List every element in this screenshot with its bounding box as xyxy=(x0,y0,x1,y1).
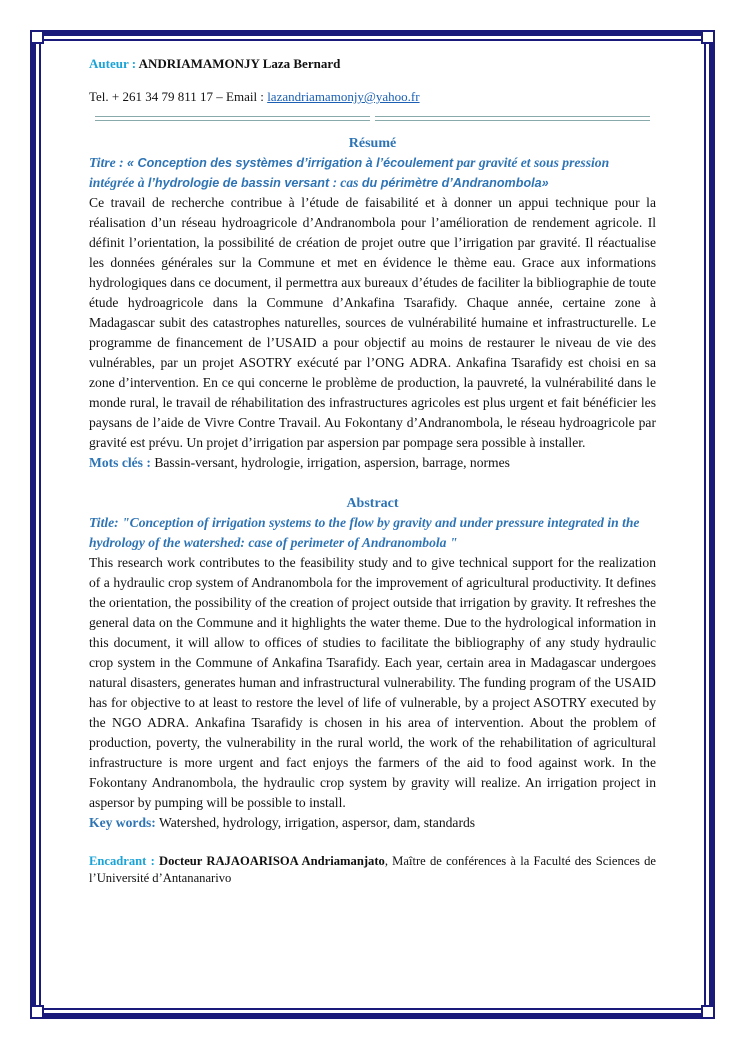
resume-body: Ce travail de recherche contribue à l’étude de faisabilité et à donner un appui technique pour la réalisation d’un réseau hydroagricole d’Andranombola pour l’amélioration de rendement agricole. Il définit l’orientation, la possibilité de création de projet outre que l’irrigation par gravité. Il réactualise les données générales sur la Commune et met en évidence le thème eau. Grace aux informations hydrologiques dans ce document, il permettra aux bureaux d’études de faciliter la bibliographie de toute étude hydroagricole dans la Commune d’Ankafina Tsarafidy. Chaque année, certaine zone à Madagascar subit des catastrophes naturelles, sources de vulnérabilité humaine et infrastructurelle. Le programme de financement de l’USAID a pour objectif au moins de restaurer le niveau de vie des vulnérables, par un projet ASOTRY exécuté par l’ONG ADRA. Ankafina Tsarafidy est choisi en sa zone d’intervention. En ce qui concerne le problème de production, la pauvreté, la vulnérabilité dans le monde rural, le travail de réhabilitation des infrastructures agricoles est plus urgent et fait bénéficier les paysans de l’aide de Vivre Contre Travail. Au Fokontany d’Andranombola, le réseau hydroagricole par gravité est prévu. Un projet d’irrigation par aspersion par pompage sera possible à installer. xyxy=(89,195,656,450)
border-corner-top-right xyxy=(701,30,715,44)
resume-title-part2: par gravité et sous pression xyxy=(456,155,610,170)
supervisor-label: Encadrant : xyxy=(89,854,155,868)
divider-right xyxy=(375,116,650,121)
resume-title-part5: cas xyxy=(340,175,359,190)
border-corner-top-left xyxy=(30,30,44,44)
resume-keywords-label: Mots clés : xyxy=(89,455,151,470)
resume-heading: Résumé xyxy=(348,136,397,151)
abstract-keywords xyxy=(89,813,656,833)
resume-keywords xyxy=(89,453,656,473)
supervisor-line xyxy=(89,853,656,887)
supervisor-name: Docteur RAJAOARISOA Andriamanjato xyxy=(159,854,385,868)
abstract-heading: Abstract xyxy=(346,496,399,511)
contact-text: Tel. + 261 34 79 811 17 – Email : xyxy=(89,89,264,104)
email-link[interactable]: lazandriamamonjy@yahoo.fr xyxy=(267,89,420,104)
resume-title-part3: intégrée à xyxy=(89,175,145,190)
resume-title-part6: du périmètre d’Andranombola» xyxy=(361,176,549,190)
supervisor-description: , Maître de conférences à la Faculté des Sciences de l’Université d’Antananarivo xyxy=(89,854,656,885)
resume-keywords-text: Bassin-versant, hydrologie, irrigation, aspersion, barrage, normes xyxy=(154,455,510,470)
abstract-keywords-text: Watershed, hydrology, irrigation, aspersor, dam, standards xyxy=(158,815,476,830)
border-corner-bottom-left xyxy=(30,1005,44,1019)
author-line xyxy=(89,54,656,74)
abstract-body: This research work contributes to the feasibility study and to give technical support for the realization of a hydraulic crop system of Andranombola for the improvement of agricultural productivity. It defines the orientation, the possibility of the creation of project outside that irrigation by gravity. It refreshes the general data on the Commune and it highlights the water theme. Due to the hydrological information in this document, it will allow to offices of studies to facilitate the bibliography of any study hydraulic crop system in the Commune of Ankafina Tsarafidy. Each year, certain area in Madagascar undergoes natural disasters, generates human and infrastructural vulnerability. The funding program of the USAID has for objective to at least to restore the level of life of vulnerable, by a project ASOTRY executed by the NGO ADRA. Ankafina Tsarafidy is chosen in his area of intervention. About the problem of production, poverty, the vulnerability in the rural world, the work of the rehabilitation of agricultural infrastructure is more urgent and fact enjoys the farmers of the aid to food against work. In the Fokontany Andranombola, the hydraulic crop system by gravity will realize. An irrigation project in aspersor by pumping will be possible to install. xyxy=(89,555,656,810)
resume-title xyxy=(89,153,656,193)
author-name: ANDRIAMAMONJY Laza Bernard xyxy=(138,56,341,71)
border-corner-bottom-right xyxy=(701,1005,715,1019)
header-divider xyxy=(95,116,650,121)
author-label: Auteur : xyxy=(89,56,137,71)
document-content xyxy=(89,54,656,887)
resume-title-part4: l’hydrologie de bassin versant : xyxy=(147,176,337,190)
resume-title-part1: « Conception des systèmes d’irrigation à l’écoulement xyxy=(127,156,454,170)
resume-title-label: Titre : xyxy=(89,155,124,170)
divider-left xyxy=(95,116,370,121)
abstract-title: Title: "Conception of irrigation systems to the flow by gravity and under pressure integrated in the hydrology of the watershed: case of perimeter of Andranombola " xyxy=(89,515,640,550)
abstract-keywords-label: Key words: xyxy=(89,815,156,830)
contact-line xyxy=(89,87,656,107)
